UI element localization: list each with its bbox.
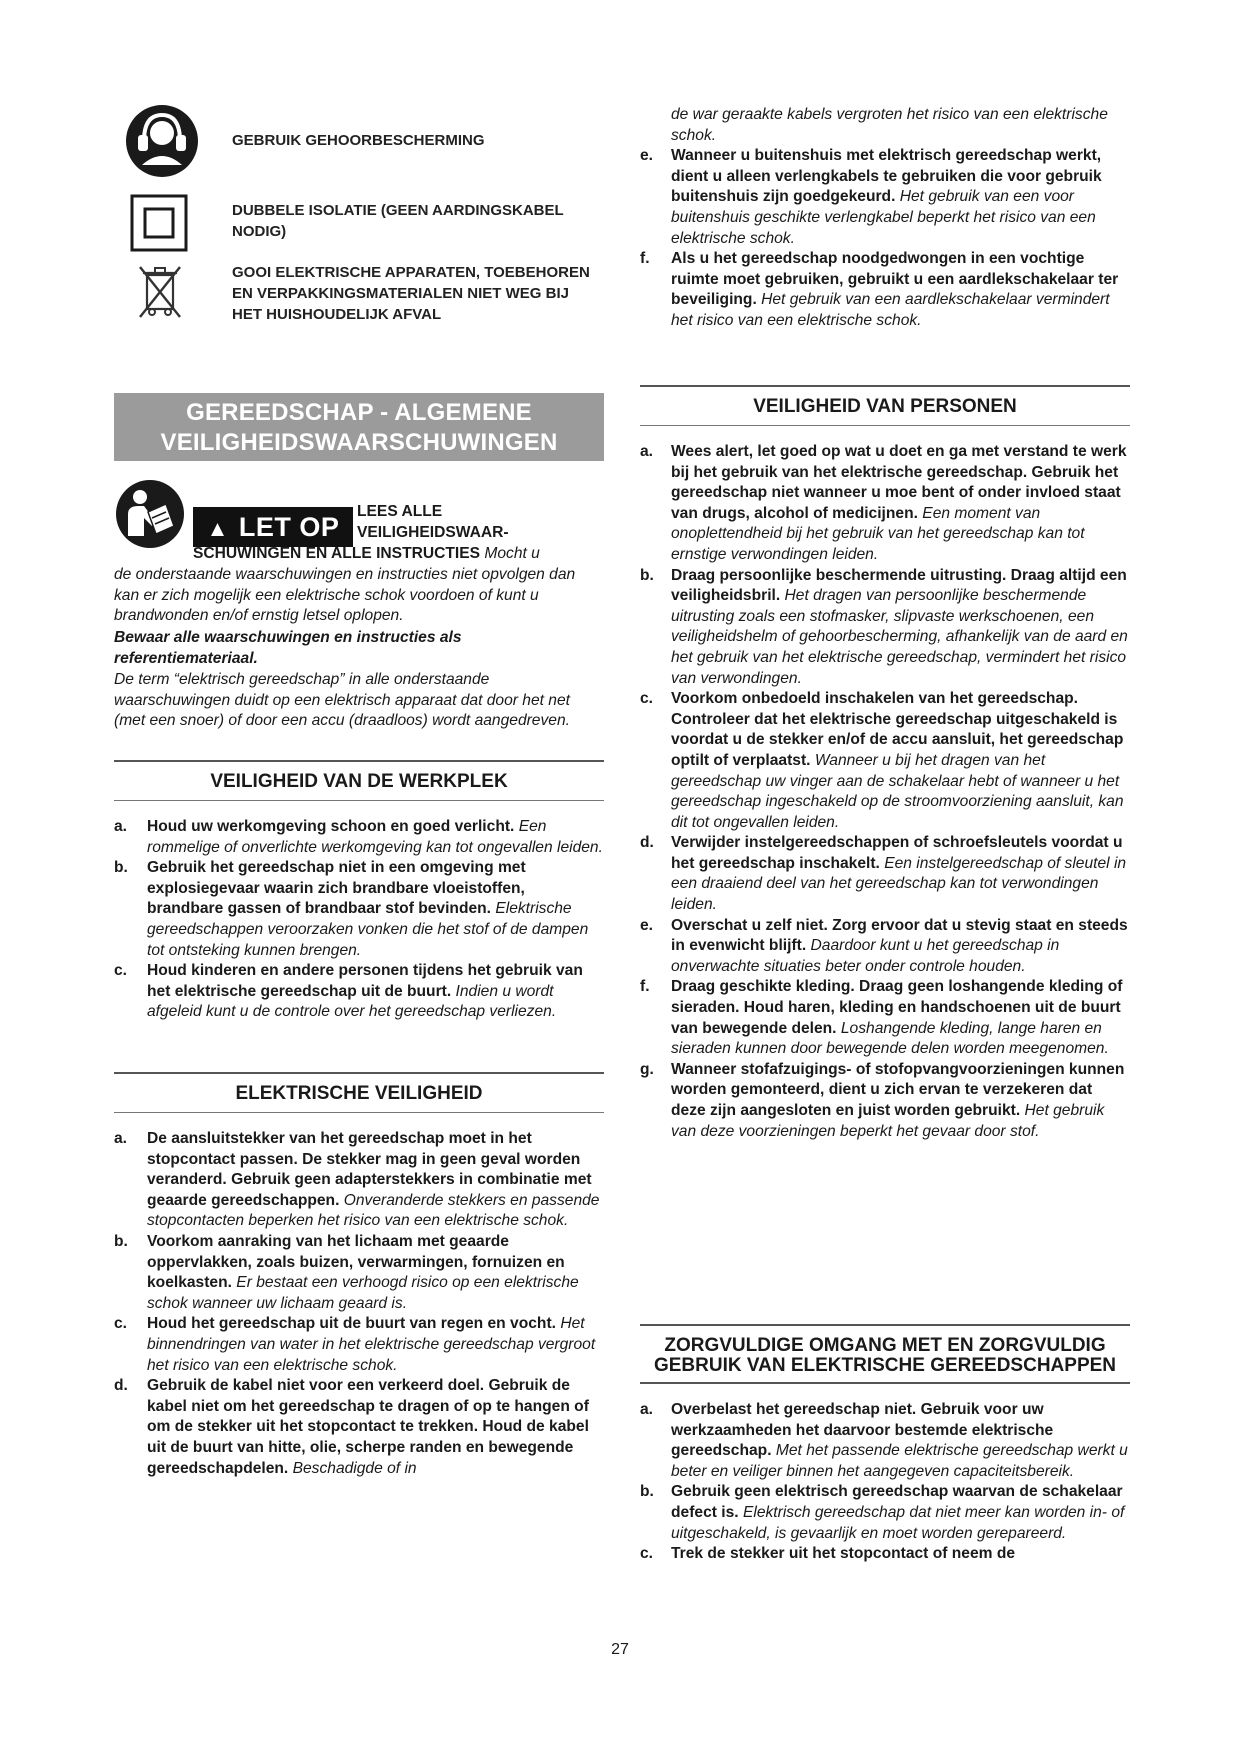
list-item: [640, 1544, 1130, 1565]
item-note: Beschadigde of in: [292, 1459, 417, 1477]
item-lead: Draag geschikte kleding. Draag geen loshangende kleding of sieraden. Houd haren, kleding en handschoenen uit de buurt van bewegende delen.: [671, 978, 1123, 1037]
item-letter: f.: [640, 250, 650, 268]
warning-note-b: de onderstaande waarschuwingen en instructies niet opvolgen dan kan er zich mogelijk een elektrische schok voordoen of kunt u brandwonden en/of ernstig letsel oplopen.: [114, 566, 576, 625]
item-letter: a.: [640, 1401, 654, 1418]
item-note: Onveranderde stekkers en passende stopcontacten beperken het risico van een elektrische schok.: [147, 1191, 600, 1230]
list-item: [640, 689, 1130, 833]
item-letter: a.: [640, 443, 654, 460]
item-note: Het gebruik van een voor buitenshuis geschikte verlengkabel beperkt het risico van een elektrische schok.: [671, 188, 1096, 247]
item-letter: f.: [640, 978, 650, 996]
item-letter: e.: [640, 147, 654, 165]
section-heading: ELEKTRISCHE VEILIGHEID: [114, 1072, 604, 1113]
item-note: Het binnendringen van water in het elektrische gereedschap vergroot het risico van een elektrische schok.: [147, 1315, 596, 1374]
list-item: [640, 146, 1130, 249]
item-lead: Voorkom onbedoeld inschakelen van het gereedschap. Controleer dat het elektrische gereedschap uitgeschakeld is voordat u de stekker en/of de accu aansluit, het gereedschap optilt of verplaatst.: [671, 690, 1124, 769]
list-item: [640, 1400, 1130, 1482]
item-letter: b.: [114, 1232, 128, 1250]
list-item: [640, 833, 1130, 915]
list-item: [640, 1060, 1130, 1142]
list-item: [114, 1314, 604, 1376]
heading-line-1: ZORGVULDIGE OMGANG MET EN ZORGVULDIG: [664, 1335, 1106, 1356]
item-letter: a.: [114, 1130, 128, 1147]
item-lead: Wanneer stofafzuigings- of stofopvangvoorzieningen kunnen worden gemonteerd, dient u zich ervan te verzekeren dat deze zijn aangesloten en juist worden gebruikt.: [671, 1060, 1125, 1119]
item-letter: d.: [640, 834, 654, 852]
item-lead: Gebruik de kabel niet voor een verkeerd doel. Gebruik de kabel niet om het gereedschap te dragen of op te hangen of om de stekker uit het stopcontact te trekken. Houd de kabel uit de buurt van hitte, olie, scherpe randen en bewegende gereedschapdelen.: [147, 1377, 589, 1477]
item-lead: Houd het gereedschap uit de buurt van regen en vocht.: [147, 1315, 556, 1333]
double-insulation-icon: [130, 194, 188, 252]
item-letter: b.: [640, 566, 654, 584]
item-note: Een moment van onoplettendheid bij het gebruik van het gereedschap kan tot ernstige verwondingen leiden.: [671, 504, 1085, 563]
heading-line-2: GEBRUIK VAN ELEKTRISCHE GEREEDSCHAPPEN: [653, 1355, 1117, 1376]
item-lead: Voorkom aanraking van het lichaam met geaarde oppervlakken, zoals buizen, verwarmingen, fornuizen en koelkasten.: [147, 1232, 565, 1292]
item-letter: e.: [640, 916, 654, 934]
ear-protection-icon: [124, 103, 200, 179]
item-note: Het dragen van persoonlijke beschermende uitrusting zoals een stofmasker, slipvaste werkschoenen, een veiligheidshelm of gehoorbescherming, afhankelijk van de aard en het gebruik van het elektrische gereedschap, vermindert het risico van verwondingen.: [671, 587, 1128, 687]
symbol-label: GEBRUIK GEHOORBESCHERMING: [232, 132, 485, 149]
item-note: Indien u wordt afgeleid kunt u de controle over het gereedschap verliezen.: [147, 982, 557, 1021]
warning-badge-label: LET OP: [238, 512, 340, 542]
symbol-ear-protection: [114, 100, 604, 180]
list-item: [114, 858, 604, 961]
page-number: 27: [611, 1641, 629, 1658]
item-lead: Houd uw werkomgeving schoon en goed verlicht.: [147, 818, 515, 835]
item-note: Wanneer u bij het dragen van het gereedschap uw vinger aan de schakelaar hebt of wanneer u het gereedschap ingeschakeld op de stroomvoorziening aansluit, kan dit tot ongevallen leiden.: [671, 751, 1124, 831]
warning-badge: [193, 507, 353, 547]
list-item: [640, 442, 1130, 566]
list-item: [640, 1482, 1130, 1544]
list-item: [114, 817, 604, 858]
item-lead: Als u het gereedschap noodgedwongen in een vochtige ruimte moet gebruiken, gebruikt u een aardlekschakelaar ter beveiliging.: [671, 250, 1119, 309]
warning-lead-a: LEES ALLE: [357, 503, 443, 520]
item-letter: c.: [114, 1315, 128, 1333]
list-item: [114, 961, 604, 1023]
warning-note-a: Mocht u: [484, 545, 540, 562]
item-list: [640, 146, 1130, 331]
list-item: [114, 1129, 604, 1232]
continued-note: de war geraakte kabels vergroten het risico van een elektrische schok.: [671, 106, 1108, 144]
item-note: Een rommelige of onverlichte werkomgeving kan tot ongevallen leiden.: [147, 818, 603, 856]
symbol-weee: [114, 259, 604, 339]
item-lead: Overschat u zelf niet. Zorg ervoor dat u stevig staat en steeds in evenwicht blijft.: [671, 916, 1128, 955]
section-heading: VEILIGHEID VAN DE WERKPLEK: [114, 760, 604, 801]
section-banner: [114, 393, 604, 461]
symbol-label: GOOI ELEKTRISCHE APPARATEN, TOEBEHOREN EN VERPAKKINGSMATERIALEN NIET WEG BIJ HET HUISHOUDELIJK AFVAL: [232, 264, 590, 323]
warning-term: De term “elektrisch gereedschap” in alle onderstaande waarschuwingen duidt op een elektrisch apparaat dat door het net (met een snoer) of door een accu (draadloos) wordt aangedreven.: [114, 671, 570, 730]
section-elektrisch: [114, 1072, 604, 1479]
list-item: [640, 249, 1130, 331]
item-lead: Wanneer u buitenshuis met elektrisch gereedschap werkt, dient u alleen verlengkabels te gebruiken die voor gebruik buitenshuis zijn goedgekeurd.: [671, 147, 1102, 206]
item-lead: Houd kinderen en andere personen tijdens het gebruik van het elektrische gereedschap uit de buurt.: [147, 962, 583, 1000]
item-note: Elektrische gereedschappen veroorzaken vonken die het stof of de dampen tot ontsteking kunnen brengen.: [147, 900, 589, 959]
item-note: Er bestaat een verhoogd risico op een elektrische schok wanneer uw lichaam geaard is.: [147, 1274, 579, 1312]
section-heading: VEILIGHEID VAN PERSONEN: [640, 385, 1130, 426]
item-list: [114, 1129, 604, 1479]
item-letter: c.: [640, 1545, 654, 1563]
item-list: [114, 817, 604, 1023]
list-item: [640, 916, 1130, 978]
item-note: Een instelgereedschap of sleutel in een draaiend deel van het gereedschap kan tot verwondingen leiden.: [671, 854, 1127, 914]
item-lead: Gebruik het gereedschap niet in een omgeving met explosiegevaar waarin zich brandbare vloeistoffen, brandbare gassen of brandbaar stof bevinden.: [147, 859, 526, 918]
section-zorgvuldig: [640, 1324, 1130, 1565]
symbol-double-insulation: [114, 182, 604, 257]
item-lead: Trek de stekker uit het stopcontact of neem de: [671, 1545, 1016, 1563]
read-manual-icon: [114, 478, 186, 550]
list-item: [640, 566, 1130, 690]
warning-keep: Bewaar alle waarschuwingen en instructies als referentiemateriaal.: [114, 629, 462, 667]
item-note: Elektrisch gereedschap dat niet meer kan worden in- of uitgeschakeld, is gevaarlijk en moet worden gerepareerd.: [671, 1503, 1125, 1542]
item-letter: c.: [640, 690, 654, 708]
item-lead: De aansluitstekker van het gereedschap moet in het stopcontact passen. De stekker mag in geen geval worden veranderd. Gebruik geen adapterstekkers in combinatie met geaarde gereedschappen.: [147, 1130, 592, 1209]
item-note: Daardoor kunt u het gereedschap in onverwachte situaties beter onder controle houden.: [671, 937, 1060, 975]
warning-lead-b: VEILIGHEIDSWAAR-: [357, 524, 509, 541]
list-item: [114, 1232, 604, 1314]
item-letter: g.: [640, 1060, 654, 1078]
item-letter: b.: [640, 1483, 654, 1501]
item-note: Het gebruik van deze voorzieningen beperkt het gevaar door stof.: [671, 1102, 1105, 1140]
section-heading: [640, 1324, 1130, 1384]
item-letter: d.: [114, 1377, 128, 1395]
right-column: [640, 105, 1130, 332]
warning-triangle-icon: ▲: [206, 516, 229, 541]
section-werkplek: [114, 760, 604, 1023]
item-letter: b.: [114, 859, 128, 877]
section-personen: [640, 385, 1130, 1142]
item-note: Loshangende kleding, lange haren en sieraden kunnen door bewegende delen worden meegenomen.: [671, 1019, 1109, 1058]
item-lead: Draag persoonlijke beschermende uitrusting. Draag altijd een veiligheidsbril.: [671, 566, 1127, 605]
item-letter: a.: [114, 818, 128, 835]
item-letter: c.: [114, 962, 128, 980]
list-item: [640, 977, 1130, 1059]
list-item: [114, 1376, 604, 1479]
symbol-label: DUBBELE ISOLATIE (GEEN AARDINGSKABEL NODIG): [232, 202, 564, 240]
banner-line-2: VEILIGHEIDSWAARSCHUWINGEN: [160, 429, 558, 456]
item-lead: Wees alert, let goed op wat u doet en ga met verstand te werk bij het gebruik van het elektrische gereedschap. Gebruik het gereedschap niet wanneer u moe bent of onder invloed staat van drugs, alcohol of medicijnen.: [671, 443, 1127, 522]
item-list: [640, 1400, 1130, 1565]
item-note: Het gebruik van een aardlekschakelaar vermindert het risico van een elektrische schok.: [671, 291, 1110, 329]
item-lead: Gebruik geen elektrisch gereedschap waarvan de schakelaar defect is.: [671, 1483, 1123, 1521]
item-list: [640, 442, 1130, 1142]
item-lead: Overbelast het gereedschap niet. Gebruik voor uw werkzaamheden het daarvoor bestemde elektrische gereedschap.: [671, 1401, 1054, 1460]
item-note: Met het passende elektrische gereedschap werkt u beter en veiliger binnen het aangegeven capaciteitsbereik.: [671, 1442, 1128, 1480]
weee-crossed-bin-icon: [138, 263, 182, 319]
item-lead: Verwijder instelgereedschappen of schroefsleutels voordat u het gereedschap inschakelt.: [671, 834, 1123, 872]
left-column: [114, 100, 604, 339]
warning-lead-c: SCHUWINGEN EN ALLE INSTRUCTIES: [193, 545, 481, 562]
banner-line-1: GEREEDSCHAP - ALGEMENE: [186, 399, 532, 426]
